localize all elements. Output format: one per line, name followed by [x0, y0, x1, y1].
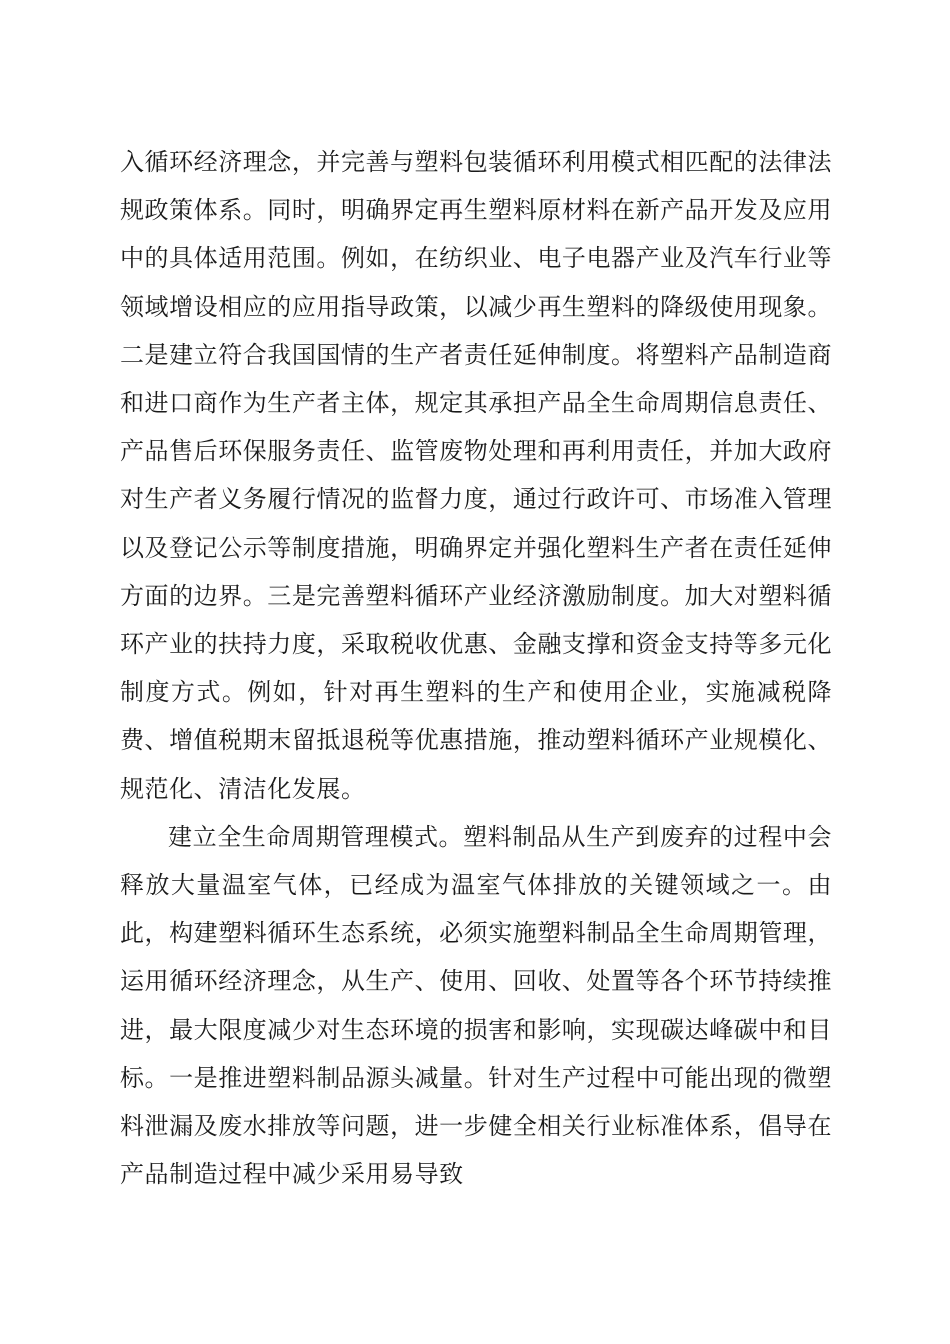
paragraph-lifecycle-management: 建立全生命周期管理模式。塑料制品从生产到废弃的过程中会释放大量温室气体，已经成为温室气体排放的关键领域之一。由此，构建塑料循环生态系统，必须实施塑料制品全生命周期管理，运用循环经济理念，从生产、使用、回收、处置等各个环节持续推进，最大限度减少对生态环境的损害和影响，实现碳达峰碳中和目标。一是推进塑料制品源头减量。针对生产过程中可能出现的微塑料泄漏及废水排放等问题，进一步健全相关行业标准体系，倡导在产品制造过程中减少采用易导致 — [120, 822, 832, 1189]
paragraph-continuation: 入循环经济理念，并完善与塑料包装循环利用模式相匹配的法律法规政策体系。同时，明确界定再生塑料原材料在新产品开发及应用中的具体适用范围。例如，在纺织业、电子电器产业及汽车行业等领域增设相应的应用指导政策，以减少再生塑料的降级使用现象。二是建立符合我国国情的生产者责任延伸制度。将塑料产品制造商和进口商作为生产者主体，规定其承担产品全生命周期信息责任、产品售后环保服务责任、监管废物处理和再利用责任，并加大政府对生产者义务履行情况的监督力度，通过行政许可、市场准入管理以及登记公示等制度措施，明确界定并强化塑料生产者在责任延伸方面的边界。三是完善塑料循环产业经济激励制度。加大对塑料循环产业的扶持力度，采取税收优惠、金融支撑和资金支持等多元化制度方式。例如，针对再生塑料的生产和使用企业，实施减税降费、增值税期末留抵退税等优惠措施，推动塑料循环产业规模化、规范化、清洁化发展。 — [120, 148, 832, 803]
body-text — [120, 138, 832, 1198]
